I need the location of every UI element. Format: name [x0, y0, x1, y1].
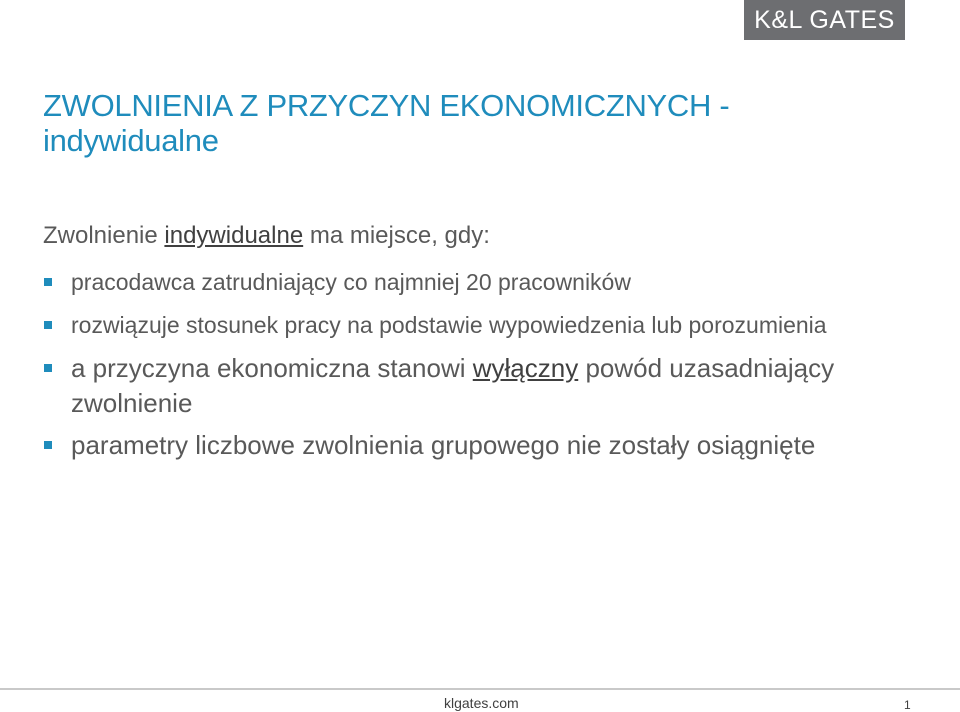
- intro-line: [43, 221, 490, 251]
- bullet-item: [43, 265, 843, 300]
- bullet-text: parametry liczbowe zwolnienia grupowego nie zostały osiągnięte: [71, 430, 816, 460]
- intro-emphasis: indywidualne: [164, 222, 304, 249]
- intro-text-before: Zwolnienie: [43, 222, 165, 249]
- bullet-emphasis: wyłączny: [472, 353, 579, 383]
- bullet-item: [43, 308, 843, 343]
- intro-text-after: ma miejsce, gdy:: [303, 222, 490, 249]
- klgates-logo: K&L GATES: [744, 0, 905, 40]
- bullet-text-after: powód uzasadniający zwolnienie: [71, 353, 835, 418]
- bullet-text: rozwiązuje stosunek pracy na podstawie wypowiedzenia lub porozumienia: [71, 312, 827, 338]
- bullet-text-before: a przyczyna ekonomiczna stanowi: [71, 353, 473, 383]
- bullet-text: pracodawca zatrudniający co najmniej 20 pracowników: [71, 269, 631, 295]
- footer-url: klgates.com: [444, 695, 519, 711]
- square-bullet-icon: [44, 364, 52, 372]
- square-bullet-icon: [44, 321, 52, 329]
- slide-title: ZWOLNIENIA Z PRZYCZYN EKONOMICZNYCH - indywidualne: [43, 88, 730, 158]
- square-bullet-icon: [44, 441, 52, 449]
- square-bullet-icon: [44, 278, 52, 286]
- bullet-item: [43, 428, 843, 463]
- bullet-item: [43, 351, 843, 421]
- bullet-list: [43, 265, 843, 470]
- footer-divider: [0, 688, 960, 690]
- page-number: 1: [904, 698, 911, 712]
